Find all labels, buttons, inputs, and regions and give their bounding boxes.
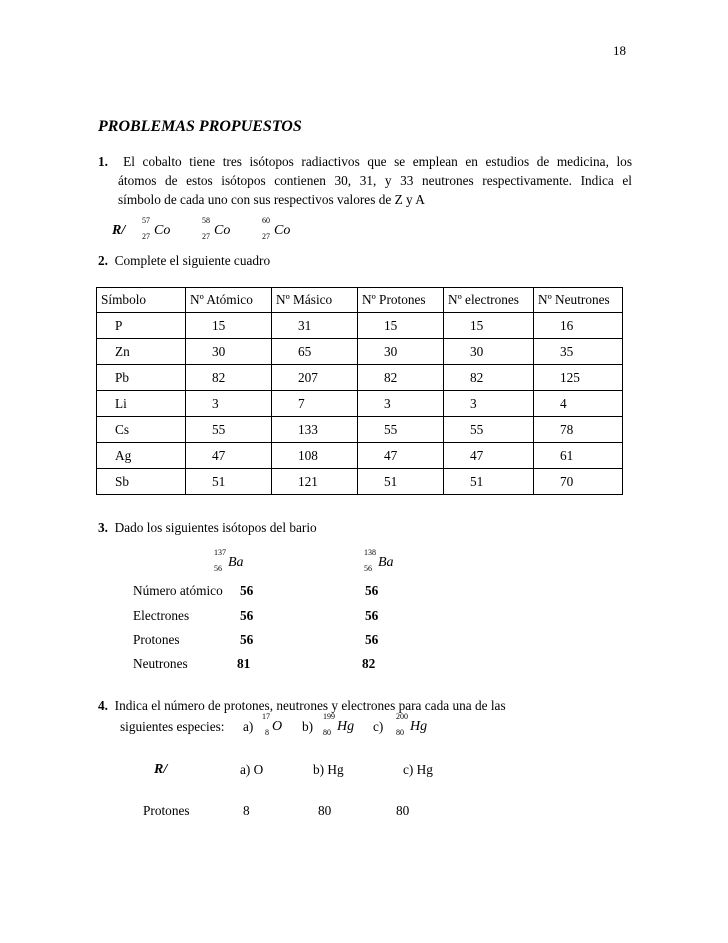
cell-numero-electrones: 51 <box>444 469 534 495</box>
header-numero-protones: Nº Protones <box>358 288 444 313</box>
problem-4-line-1 <box>98 698 506 714</box>
cell-numero-masico: 31 <box>272 313 358 339</box>
header-numero-atomico: Nº Atómico <box>186 288 272 313</box>
problem-1-line-1: El cobalto tiene tres isótopos radiactivos que se emplean en estudios de medicina, los <box>123 154 632 169</box>
table-row <box>97 365 623 391</box>
cell-numero-electrones: 30 <box>444 339 534 365</box>
cell-numero-protones: 3 <box>358 391 444 417</box>
problem-2 <box>98 253 270 269</box>
barium-label-electrons: Electrones <box>133 608 190 623</box>
barium-label-protons: Protones <box>133 632 180 647</box>
cell-numero-masico: 121 <box>272 469 358 495</box>
barium-value-b: 56 <box>365 632 379 647</box>
table-row <box>97 391 623 417</box>
cell-numero-atomico: 55 <box>186 417 272 443</box>
problem-2-text: Complete el siguiente cuadro <box>114 253 271 268</box>
cell-numero-neutrones: 16 <box>534 313 623 339</box>
cell-numero-atomico: 15 <box>186 313 272 339</box>
cell-numero-neutrones: 125 <box>534 365 623 391</box>
cell-numero-neutrones: 78 <box>534 417 623 443</box>
cell-numero-protones: 47 <box>358 443 444 469</box>
header-simbolo: Símbolo <box>97 288 186 313</box>
cell-numero-atomico: 47 <box>186 443 272 469</box>
option-b-label: b) <box>302 719 314 734</box>
answer-label-4: R/ <box>154 762 168 777</box>
problem-1-line-2: átomos de estos isótopos contienen 30, 31, y 33 neutrones respectivamente. Indica el <box>118 173 632 188</box>
table-header-row <box>97 288 623 313</box>
cell-numero-protones: 82 <box>358 365 444 391</box>
problem-3 <box>98 520 317 536</box>
cell-simbolo: Cs <box>97 417 186 443</box>
table-row <box>97 469 623 495</box>
cell-numero-atomico: 82 <box>186 365 272 391</box>
protones-label: Protones <box>143 803 190 818</box>
header-numero-masico: Nº Másico <box>272 288 358 313</box>
cell-simbolo: Sb <box>97 469 186 495</box>
cell-numero-protones: 55 <box>358 417 444 443</box>
barium-value-a: 56 <box>240 632 254 647</box>
table-row <box>97 313 623 339</box>
cell-numero-neutrones: 61 <box>534 443 623 469</box>
problem-3-number: 3. <box>98 520 108 535</box>
cell-numero-masico: 65 <box>272 339 358 365</box>
cell-simbolo: Ag <box>97 443 186 469</box>
protones-value-a: 8 <box>243 803 250 818</box>
page-number: 18 <box>613 43 626 58</box>
barium-value-a: 56 <box>240 608 254 623</box>
cell-simbolo: Zn <box>97 339 186 365</box>
cell-numero-masico: 133 <box>272 417 358 443</box>
cell-numero-neutrones: 70 <box>534 469 623 495</box>
cell-numero-atomico: 30 <box>186 339 272 365</box>
cell-numero-masico: 207 <box>272 365 358 391</box>
answer-head-a: a) O <box>240 762 264 777</box>
cell-numero-protones: 15 <box>358 313 444 339</box>
cell-numero-masico: 7 <box>272 391 358 417</box>
cell-numero-protones: 30 <box>358 339 444 365</box>
problem-1 <box>98 152 632 209</box>
barium-value-a: 81 <box>237 656 251 671</box>
table-row <box>97 339 623 365</box>
cell-numero-neutrones: 4 <box>534 391 623 417</box>
problem-1-number: 1. <box>98 154 108 169</box>
cell-numero-neutrones: 35 <box>534 339 623 365</box>
problem-4-text: Indica el número de protones, neutrones y electrones para cada una de las <box>114 698 506 713</box>
table-row <box>97 443 623 469</box>
cell-simbolo: P <box>97 313 186 339</box>
barium-label-neutrons: Neutrones <box>133 656 188 671</box>
answer-head-b: b) Hg <box>313 762 344 777</box>
atoms-table <box>96 287 623 495</box>
answer-head-c: c) Hg <box>403 762 433 777</box>
option-a-label: a) <box>243 719 254 734</box>
problem-3-text: Dado los siguientes isótopos del bario <box>114 520 317 535</box>
cell-numero-protones: 51 <box>358 469 444 495</box>
barium-value-b: 56 <box>365 608 379 623</box>
cell-simbolo: Pb <box>97 365 186 391</box>
table-row <box>97 417 623 443</box>
protones-value-c: 80 <box>396 803 410 818</box>
cell-numero-atomico: 3 <box>186 391 272 417</box>
answer-label-1: R/ <box>112 223 126 238</box>
barium-label-atomic-number: Número atómico <box>133 583 223 598</box>
cell-numero-electrones: 3 <box>444 391 534 417</box>
problem-2-number: 2. <box>98 253 108 268</box>
cell-numero-atomico: 51 <box>186 469 272 495</box>
cell-numero-electrones: 15 <box>444 313 534 339</box>
cell-simbolo: Li <box>97 391 186 417</box>
section-title: PROBLEMAS PROPUESTOS <box>98 118 302 135</box>
protones-value-b: 80 <box>318 803 332 818</box>
header-numero-electrones: Nº electrones <box>444 288 534 313</box>
problem-4-line-2: siguientes especies: <box>120 719 225 734</box>
problem-4-number: 4. <box>98 698 108 713</box>
barium-value-b: 82 <box>362 656 376 671</box>
cell-numero-electrones: 47 <box>444 443 534 469</box>
barium-value-b: 56 <box>365 583 379 598</box>
problem-1-line-3: símbolo de cada uno con sus respectivos valores de Z y A <box>118 192 425 207</box>
cell-numero-electrones: 82 <box>444 365 534 391</box>
cell-numero-masico: 108 <box>272 443 358 469</box>
cell-numero-electrones: 55 <box>444 417 534 443</box>
header-numero-neutrones: Nº Neutrones <box>534 288 623 313</box>
barium-value-a: 56 <box>240 583 254 598</box>
option-c-label: c) <box>373 719 384 734</box>
